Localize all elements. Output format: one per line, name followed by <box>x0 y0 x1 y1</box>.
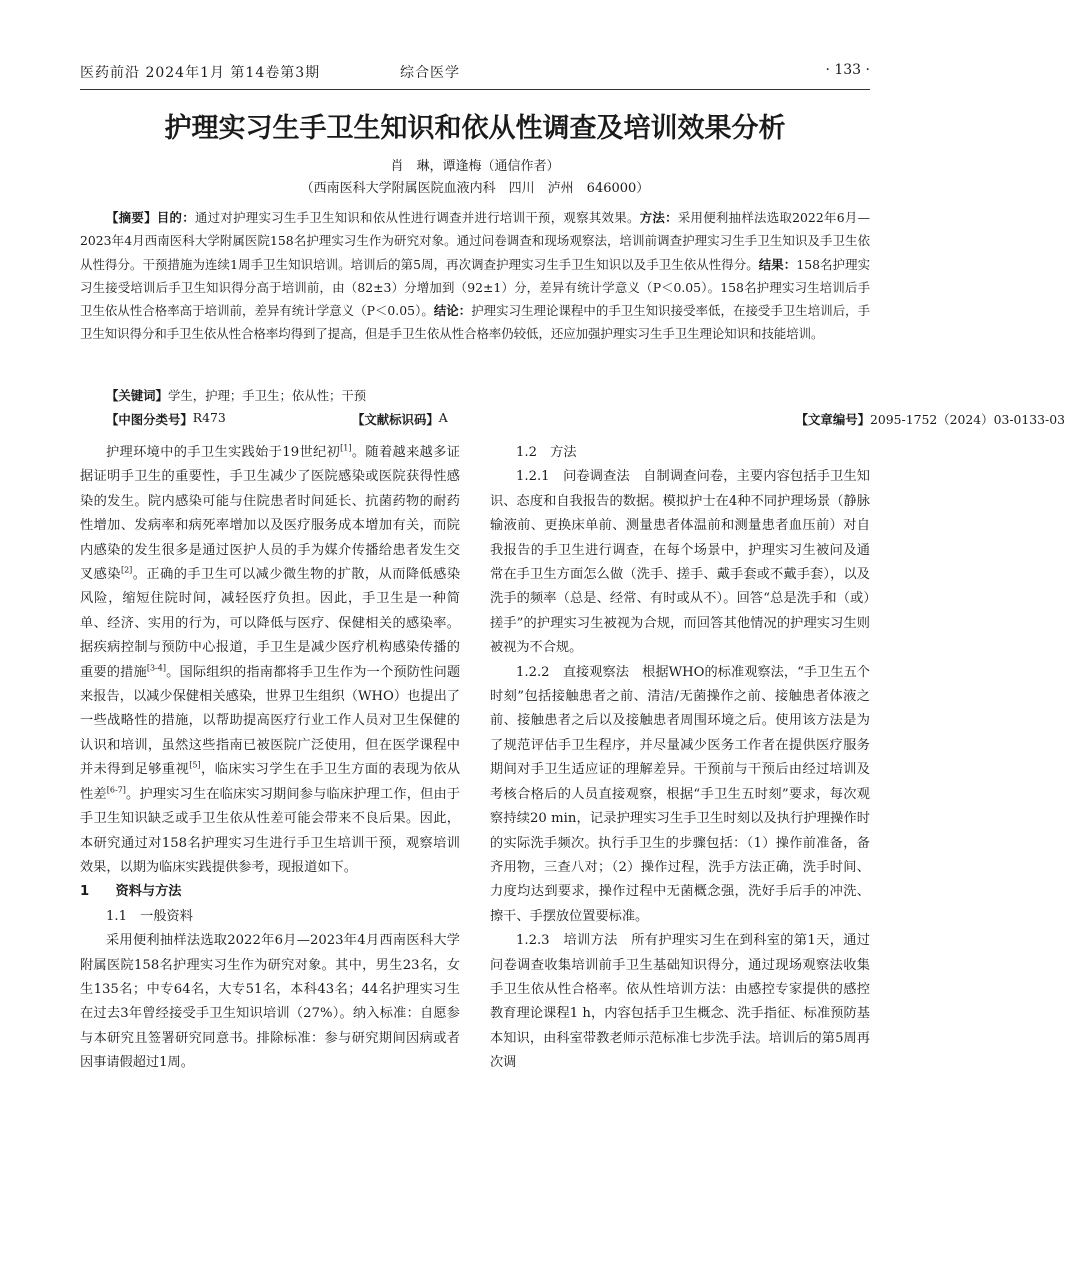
conclusion-label: 结论： <box>433 303 472 319</box>
general-data-paragraph: 采用便利抽样法选取2022年6月—2023年4月西南医科大学附属医院158名护理实习生作为研究对象。其中，男生23名，女生135名；中专64名，大专51名，本科43名；44名护理实习生在过去3年曾经接受手卫生知识培训（27%）。纳入标准：自愿参与本研究且签署研究同意书。排除标准：参与研究期间因病或者因事请假超过1周。 <box>80 933 460 1071</box>
keywords <box>106 386 366 404</box>
article-title: 护理实习生手卫生知识和依从性调查及培训效果分析 <box>164 113 786 144</box>
affiliation: （西南医科大学附属医院血液内科 四川 泸州 646000） <box>300 181 650 196</box>
left-column <box>80 441 460 1076</box>
questionnaire-paragraph: 1.2.1 问卷调查法 自制调查问卷，主要内容包括手卫生知识、态度和自我报告的数据。模拟护士在4种不同护理场景（静脉输液前、更换床单前、测量患者体温前和测量患者血压前）对自我报告的手卫生进行调查，在每个场景中，护理实习生被问及通常在手卫生方面怎么做（洗手、搓手、戴手套或不戴手套），以及洗手的频率（总是、经常、有时或从不）。回答“总是洗手和（或）搓手”的护理实习生被视为合规，而回答其他情况的护理实习生则被视为不合规。 <box>490 469 870 656</box>
keywords-label: 【关键词】 <box>106 388 168 403</box>
subsection-heading-1-1: 1.1 一般资料 <box>106 908 193 924</box>
methods-label: 方法： <box>639 210 678 225</box>
conclusion-text: 护理实习生理论课程中的手卫生知识接受率低，在接受手卫生培训后，手卫生知识得分和手卫生依从性合格率均得到了提高，但是手卫生依从性合格率仍较低，还应加强护理实习生手卫生理论知识和技能培训。 <box>80 303 871 342</box>
page-number: · 133 · <box>825 62 870 78</box>
objective-text: 通过对护理实习生手卫生知识和依从性进行调查并进行培训干预，观察其效果。 <box>194 210 640 225</box>
journal-info: 医药前沿 2024年1月 第14卷第3期 <box>80 65 321 81</box>
objective-label: 目的： <box>156 210 195 225</box>
intro-paragraph: 护理环境中的手卫生实践始于19世纪初[1]。随着越来越多证据证明手卫生的重要性，手卫生减少了医院感染或医院获得性感染的发生。院内感染可能与住院患者时间延长、抗菌药物的耐药性增加、发病率和病死率增加以及医疗服务成本增加有关，而院内感染的发生很多是通过医护人员的手为媒介传播给患者发生交叉感染[2]。正确的手卫生可以减少微生物的扩散，从而降低感染风险，缩短住院时间，减轻医疗负担。因此，手卫生是一种简单、经济、实用的行为，可以降低与医疗、保健相关的感染率。据疾病控制与预防中心报道，手卫生是减少医疗机构感染传播的重要的措施[3-4]。国际组织的指南都将手卫生作为一个预防性问题来报告，以减少保健相关感染，世界卫生组织（WHO）也提出了一些战略性的措施，以帮助提高医疗行业工作人员对卫生保健的认识和培训，虽然这些指南已被医院广泛使用，但在医学课程中并未得到足够重视[5]，临床实习学生在手卫生方面的表现为依从性差[6-7]。护理实习生在临床实习期间参与临床护理工作，但由于手卫生知识缺乏或手卫生依从性差可能会带来不良后果。因此，本研究通过对158名护理实习生进行手卫生培训干预，观察培训效果，以期为临床实践提供参考，现报道如下。 <box>80 443 461 875</box>
observation-paragraph: 1.2.2 直接观察法 根据WHO的标准观察法，“手卫生五个时刻”包括接触患者之前、清洁/无菌操作之前、接触患者体液之前、接触患者之后以及接触患者周围环境之后。使用该方法是为了规范评估手卫生程序，并尽量减少医务工作者在提供医疗服务期间对手卫生适应证的理解差异。干预前与干预后由经过培训及考核合格后的人员直接观察，根据“手卫生五时刻”要求，每次观察持续20 min，记录护理实习生手卫生时刻以及执行护理操作时的实际洗手频次。执行手卫生的步骤包括：（1）操作前准备，备齐用物，三查八对；（2）操作过程，洗手方法正确，洗手时间、力度均达到要求，操作过程中无菌概念强，洗好手后手的冲洗、擦干、手摆放位置要标准。 <box>490 664 870 924</box>
results-text: 158名护理实习生接受培训后手卫生知识得分高于培训前，由（82±3）分增加到（92±1）分，差异有统计学意义（P＜0.05）。158名护理实习生培训后手卫生依从性合格率高于培训前，差异有统计学意义（P＜0.05）。 <box>80 256 871 319</box>
document-code: 【文献标识码】 A <box>352 410 448 427</box>
methods-text: 采用便利抽样法选取2022年6月—2023年4月西南医科大学附属医院158名护理实习生作为研究对象。通过问卷调查和现场观察法，培训前调查护理实习生手卫生知识及手卫生依从性得分。干预措施为连续1周手卫生知识培训。培训后的第5周，再次调查护理实习生手卫生知识以及手卫生依从性得分。 <box>80 210 871 272</box>
article-number: 【文章编号】 2095-1752（2024）03-0133-03 <box>795 412 1065 427</box>
results-label: 结果： <box>758 256 797 272</box>
authors: 肖 琳，谭逢梅（通信作者） <box>390 159 560 174</box>
subsection-heading-1-2: 1.2 方法 <box>516 445 577 460</box>
training-paragraph: 1.2.3 培训方法 所有护理实习生在到科室的第1天，通过问卷调查收集培训前手卫生基础知识得分，通过现场观察法收集手卫生依从性合格率。依从性培训方法：由感控专家提供的感控教育理论课程1 h，内容包括手卫生概念、洗手指征、标准预防基本知识，由科室带教老师示范标准七步洗手法。培训后的第5周再次调 <box>490 933 870 1071</box>
abstract <box>80 206 870 346</box>
section-name: 综合医学 <box>400 65 460 81</box>
header-rule <box>80 89 870 90</box>
right-column <box>490 441 870 1076</box>
classification-line <box>106 410 1065 432</box>
keywords-text: 学生，护理；手卫生；依从性；干预 <box>167 388 367 403</box>
abstract-label: 【摘要】 <box>106 210 157 225</box>
running-header <box>80 62 870 86</box>
clc-code: 【中图分类号】 R473 <box>106 410 226 427</box>
section-heading-1: 1 资料与方法 <box>80 884 182 900</box>
